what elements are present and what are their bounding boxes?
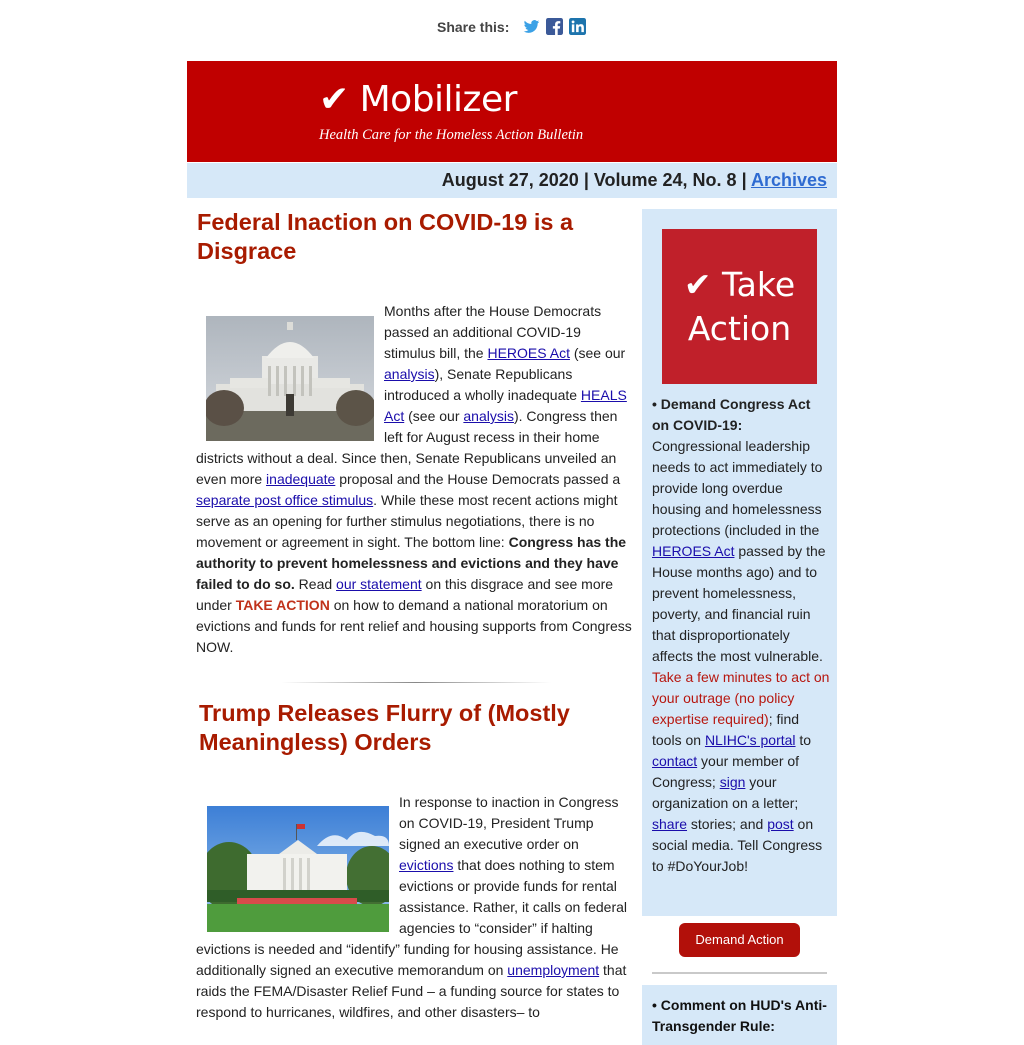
share-bar [437,18,586,35]
dateline [187,163,837,198]
text-segment: In response to inaction in Congress on COVID-19, President Trump signed an executive order on [399,794,619,852]
text-segment: stories; and [687,816,768,832]
sidebar-item-heading: • Demand Congress Act on COVID-19: [652,396,811,433]
logo-title: ✔ Mobilizer [319,79,517,120]
text-segment: (see our [569,345,626,361]
inadequate-link[interactable]: inadequate [266,471,336,487]
header-banner [187,61,837,162]
issue-info: August 27, 2020 | Volume 24, No. 8 | [441,170,751,190]
article-trump-orders [196,699,636,1023]
call-to-action-text: Take a few minutes to act on your outrage (no policy expertise required) [652,669,830,727]
our-statement-link[interactable]: our statement [336,576,422,592]
text-segment: to [795,732,812,748]
unemployment-link[interactable]: unemployment [507,962,600,978]
sidebar-item-heading: • Comment on HUD's Anti-Transgender Rule: [652,997,827,1034]
share-link[interactable]: share [652,816,688,832]
article-federal-inaction [196,208,636,658]
take-action-badge[interactable] [662,229,817,384]
text-segment: ; find tools on [652,711,800,748]
text-segment: . While these most recent actions might serve as an opening for further stimulus negotiations, there is no movement or agreement in sight. The bottom line: [196,492,618,550]
white-house-image [207,806,389,938]
sidebar-item-covid [652,394,830,877]
archives-link[interactable]: Archives [750,170,827,190]
text-segment: on how to demand a national moratorium on evictions and funds for rent relief and housing supports from Congress NOW. [196,597,632,655]
linkedin-icon[interactable] [569,18,586,35]
heroes-act-link[interactable]: HEROES Act [652,543,735,559]
take-action-sidebar [642,209,837,916]
text-segment: your organization on a letter; [652,774,799,811]
capitol-image [206,316,374,447]
text-segment: on social media. Tell Congress to #DoYourJob! [652,816,823,874]
heroes-act-link[interactable]: HEROES Act [487,345,570,361]
article-title: Federal Inaction on COVID-19 is a Disgrace [197,209,574,264]
share-label: Share this: [437,18,510,35]
text-segment: proposal and the House Democrats passed a [335,471,621,487]
text-segment: Read [294,576,337,592]
text-segment: that does nothing to stem evictions or provide funds for rental assistance. Rather, it calls on federal agencies to “consider” if halting evictions is needed and “identify” funding for housing assistance. He additionally signed an executive memorandum on [196,857,628,978]
post-link[interactable]: post [767,816,794,832]
sign-link[interactable]: sign [719,774,746,790]
facebook-icon[interactable] [546,18,563,35]
sidebar-item-hud [642,985,837,1045]
text-segment: that raids the FEMA/Disaster Relief Fund – a funding source for states to respond to hurricanes, wildfires, and other disasters– to [196,962,627,1020]
demand-action-button[interactable]: Demand Action [679,923,800,957]
text-segment: (see our [404,408,464,424]
post-office-stimulus-link[interactable]: separate post office stimulus [196,492,374,508]
analysis-link[interactable]: analysis [384,366,435,382]
sidebar-divider [652,972,827,974]
analysis-link-2[interactable]: analysis [463,408,514,424]
text-segment: passed by the House months ago) and to prevent homelessness, poverty, and financial ruin that disproportionately affects the most vulnerable. [652,543,826,664]
text-segment: on this disgrace and see more under [196,576,614,613]
text-segment: your member of Congress; [652,753,800,790]
evictions-link[interactable]: evictions [399,857,454,873]
text-segment: Months after the House Democrats passed an additional COVID-19 stimulus bill, the [384,303,602,361]
take-action-label: ✔ Take Action [683,264,796,348]
take-action-highlight: TAKE ACTION [235,597,330,613]
nlihc-portal-link[interactable]: NLIHC's portal [704,732,796,748]
article-title: Trump Releases Flurry of (Mostly Meaningless) Orders [199,700,570,755]
bold-statement: Congress has the authority to prevent homelessness and evictions and they have failed to do so. [196,534,627,592]
text-segment: ). Congress then left for August recess in their home districts without a deal. Since then, Senate Republicans unveiled an even more [196,408,618,487]
twitter-icon[interactable] [523,18,540,35]
main-column [196,208,636,1023]
text-segment: Congressional leadership needs to act immediately to provide long overdue housing and homelessness protections (included in the [652,438,823,538]
text-segment: ), Senate Republicans introduced a wholly inadequate [384,366,581,403]
contact-link[interactable]: contact [652,753,698,769]
heals-act-link[interactable]: HEALS Act [384,387,627,424]
logo-subtitle: Health Care for the Homeless Action Bulletin [319,127,584,143]
